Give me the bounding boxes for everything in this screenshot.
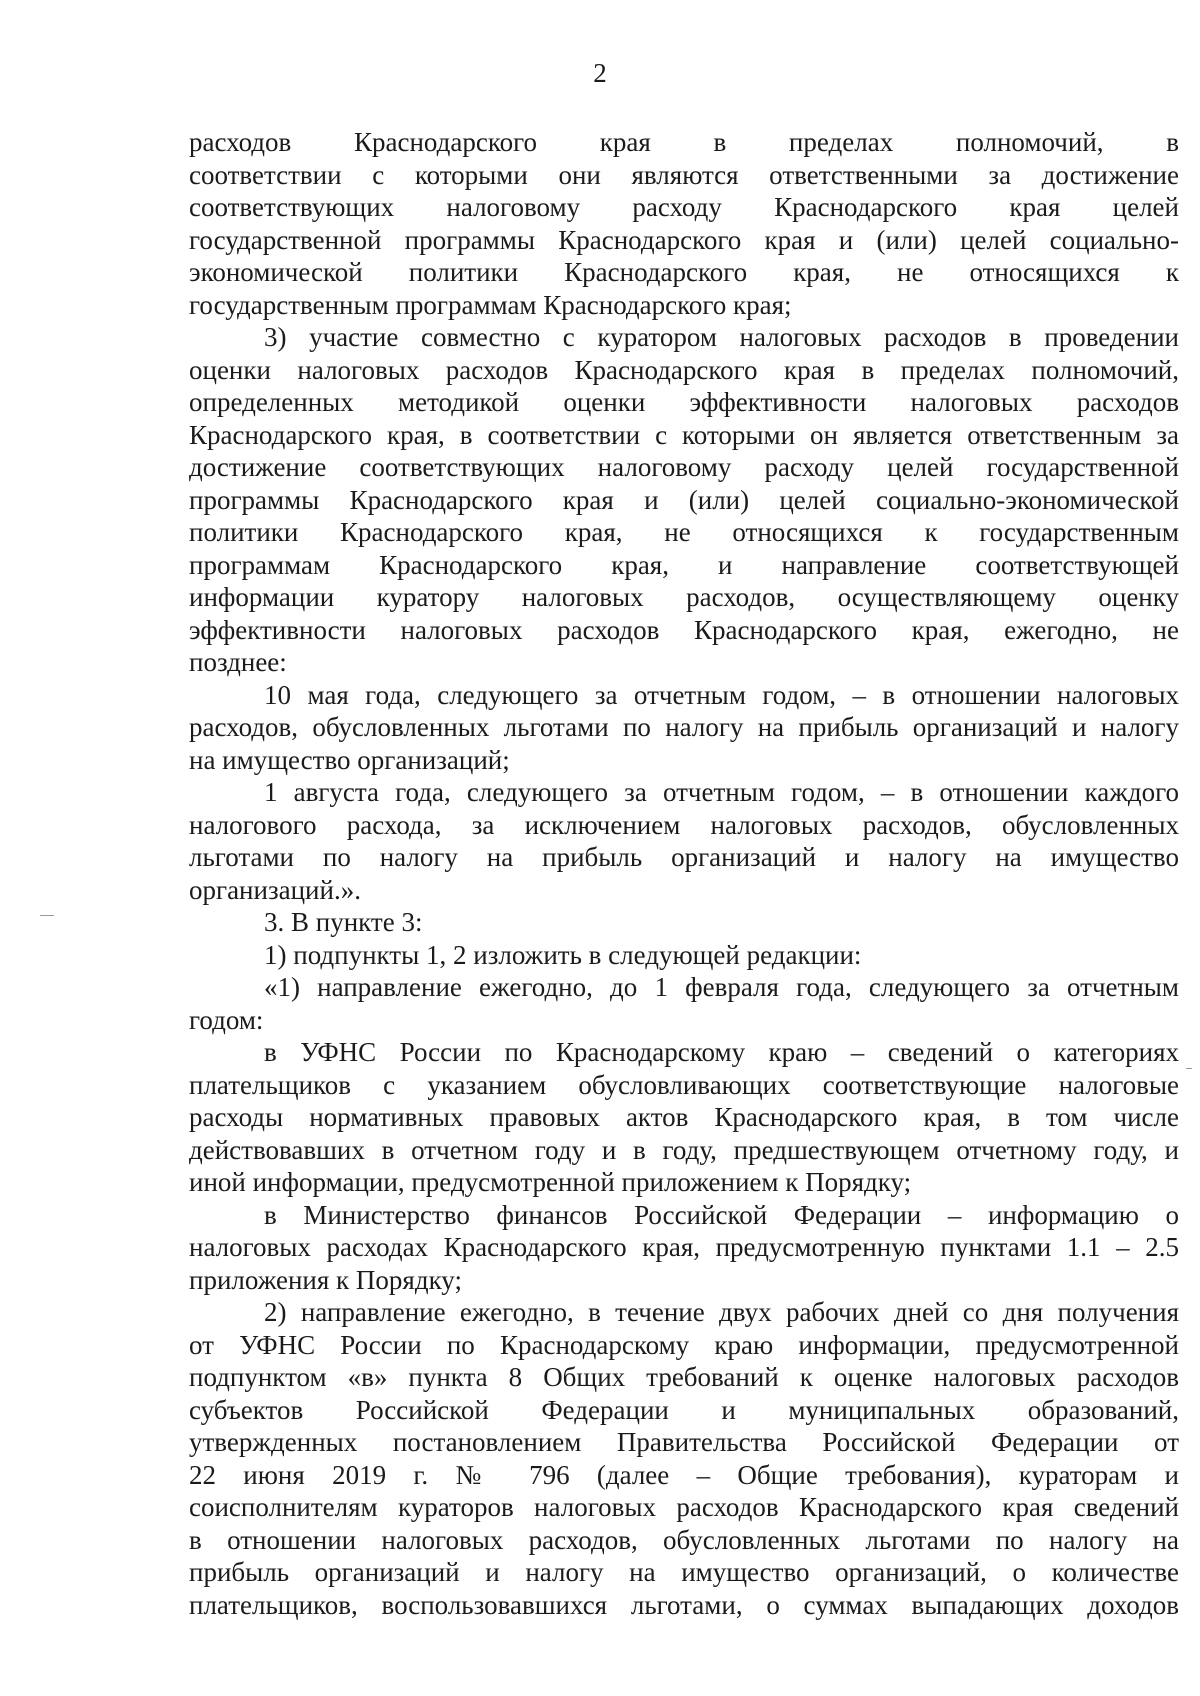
text-line: 3. В пункте 3:	[264, 907, 423, 937]
text-line: прибыль организаций и налогу на имущество организаций, о количестве	[189, 1557, 1179, 1587]
text-line: расходов, обусловленных льготами по налогу на прибыль организаций и налогу	[189, 712, 1179, 742]
text-line: эффективности налоговых расходов Краснодарского края, ежегодно, не	[189, 614, 1179, 645]
text-line: определенных методикой оценки эффективности налоговых расходов	[189, 387, 1179, 417]
text-line: расходов Краснодарского края в пределах полномочий, в	[189, 127, 1179, 157]
text-line: налоговых расходах Краснодарского края, предусмотренную пунктами 1.1 – 2.5	[189, 1232, 1179, 1262]
text-line: 22 июня 2019 г. № 796 (далее – Общие требования), кураторам и	[189, 1459, 1179, 1490]
text-line: льготами по налогу на прибыль организаций и налогу на имущество	[189, 842, 1179, 872]
text-line: оценки налоговых расходов Краснодарского края в пределах полномочий,	[189, 354, 1179, 385]
text-line: «1) направление ежегодно, до 1 февраля года, следующего за отчетным	[264, 972, 1179, 1002]
document-body	[189, 126, 1179, 1621]
text-line: 1 августа года, следующего за отчетным годом, – в отношении каждого	[264, 777, 1179, 807]
text-line: приложения к Порядку;	[189, 1264, 462, 1295]
text-line: налогового расхода, за исключением налоговых расходов, обусловленных	[189, 809, 1179, 840]
text-line: политики Краснодарского края, не относящихся к государственным	[189, 517, 1179, 547]
text-line: от УФНС России по Краснодарскому краю информации, предусмотренной	[189, 1329, 1179, 1360]
text-line: экономической политики Краснодарского края, не относящихся к	[189, 257, 1179, 287]
text-line: иной информации, предусмотренной приложением к Порядку;	[189, 1167, 912, 1197]
text-line: Краснодарского края, в соответствии с которыми он является ответственным за	[189, 419, 1179, 450]
text-line: в УФНС России по Краснодарскому краю – сведений о категориях	[264, 1037, 1179, 1067]
text-line: организаций.».	[189, 874, 361, 905]
text-line: программы Краснодарского края и (или) целей социально-экономической	[189, 484, 1179, 515]
text-line: плательщиков с указанием обусловливающих соответствующие налоговые	[189, 1069, 1179, 1100]
text-line: программам Краснодарского края, и направление соответствующей	[189, 549, 1179, 580]
text-line: плательщиков, воспользовавшихся льготами, о суммах выпадающих доходов	[189, 1589, 1179, 1620]
text-line: на имущество организаций;	[189, 744, 510, 775]
text-line: государственным программам Краснодарского края;	[189, 289, 792, 320]
page-number: 2	[593, 58, 607, 88]
margin-mark	[1186, 1068, 1192, 1069]
text-line: 2) направление ежегодно, в течение двух рабочих дней со дня получения	[264, 1297, 1179, 1327]
text-line: утвержденных постановлением Правительства Российской Федерации от	[189, 1427, 1179, 1457]
text-line: соисполнителям кураторов налоговых расходов Краснодарского края сведений	[189, 1492, 1179, 1522]
text-line: в отношении налоговых расходов, обусловленных льготами по налогу на	[189, 1524, 1179, 1555]
text-line: соответствующих налоговому расходу Краснодарского края целей	[189, 192, 1179, 222]
text-line: достижение соответствующих налоговому расходу целей государственной	[189, 452, 1179, 482]
text-line: информации куратору налоговых расходов, осуществляющему оценку	[189, 582, 1179, 612]
text-line: действовавших в отчетном году и в году, предшествующем отчетному году, и	[189, 1134, 1179, 1165]
text-line: подпунктом «в» пункта 8 Общих требований к оценке налоговых расходов	[189, 1362, 1179, 1392]
text-line: 1) подпункты 1, 2 изложить в следующей редакции:	[264, 939, 862, 970]
text-line: в Министерство финансов Российской Федерации – информацию о	[264, 1199, 1179, 1230]
text-line: позднее:	[189, 647, 287, 677]
text-line: государственной программы Краснодарского края и (или) целей социально-	[189, 224, 1179, 255]
text-line: 10 мая года, следующего за отчетным годом, – в отношении налоговых	[264, 679, 1179, 710]
text-line: субъектов Российской Федерации и муниципальных образований,	[189, 1394, 1179, 1425]
text-line: 3) участие совместно с куратором налоговых расходов в проведении	[264, 322, 1179, 352]
margin-mark	[40, 915, 54, 916]
text-line: годом:	[189, 1004, 264, 1035]
text-line: расходы нормативных правовых актов Краснодарского края, в том числе	[189, 1102, 1179, 1132]
text-line: соответствии с которыми они являются ответственными за достижение	[189, 159, 1179, 190]
